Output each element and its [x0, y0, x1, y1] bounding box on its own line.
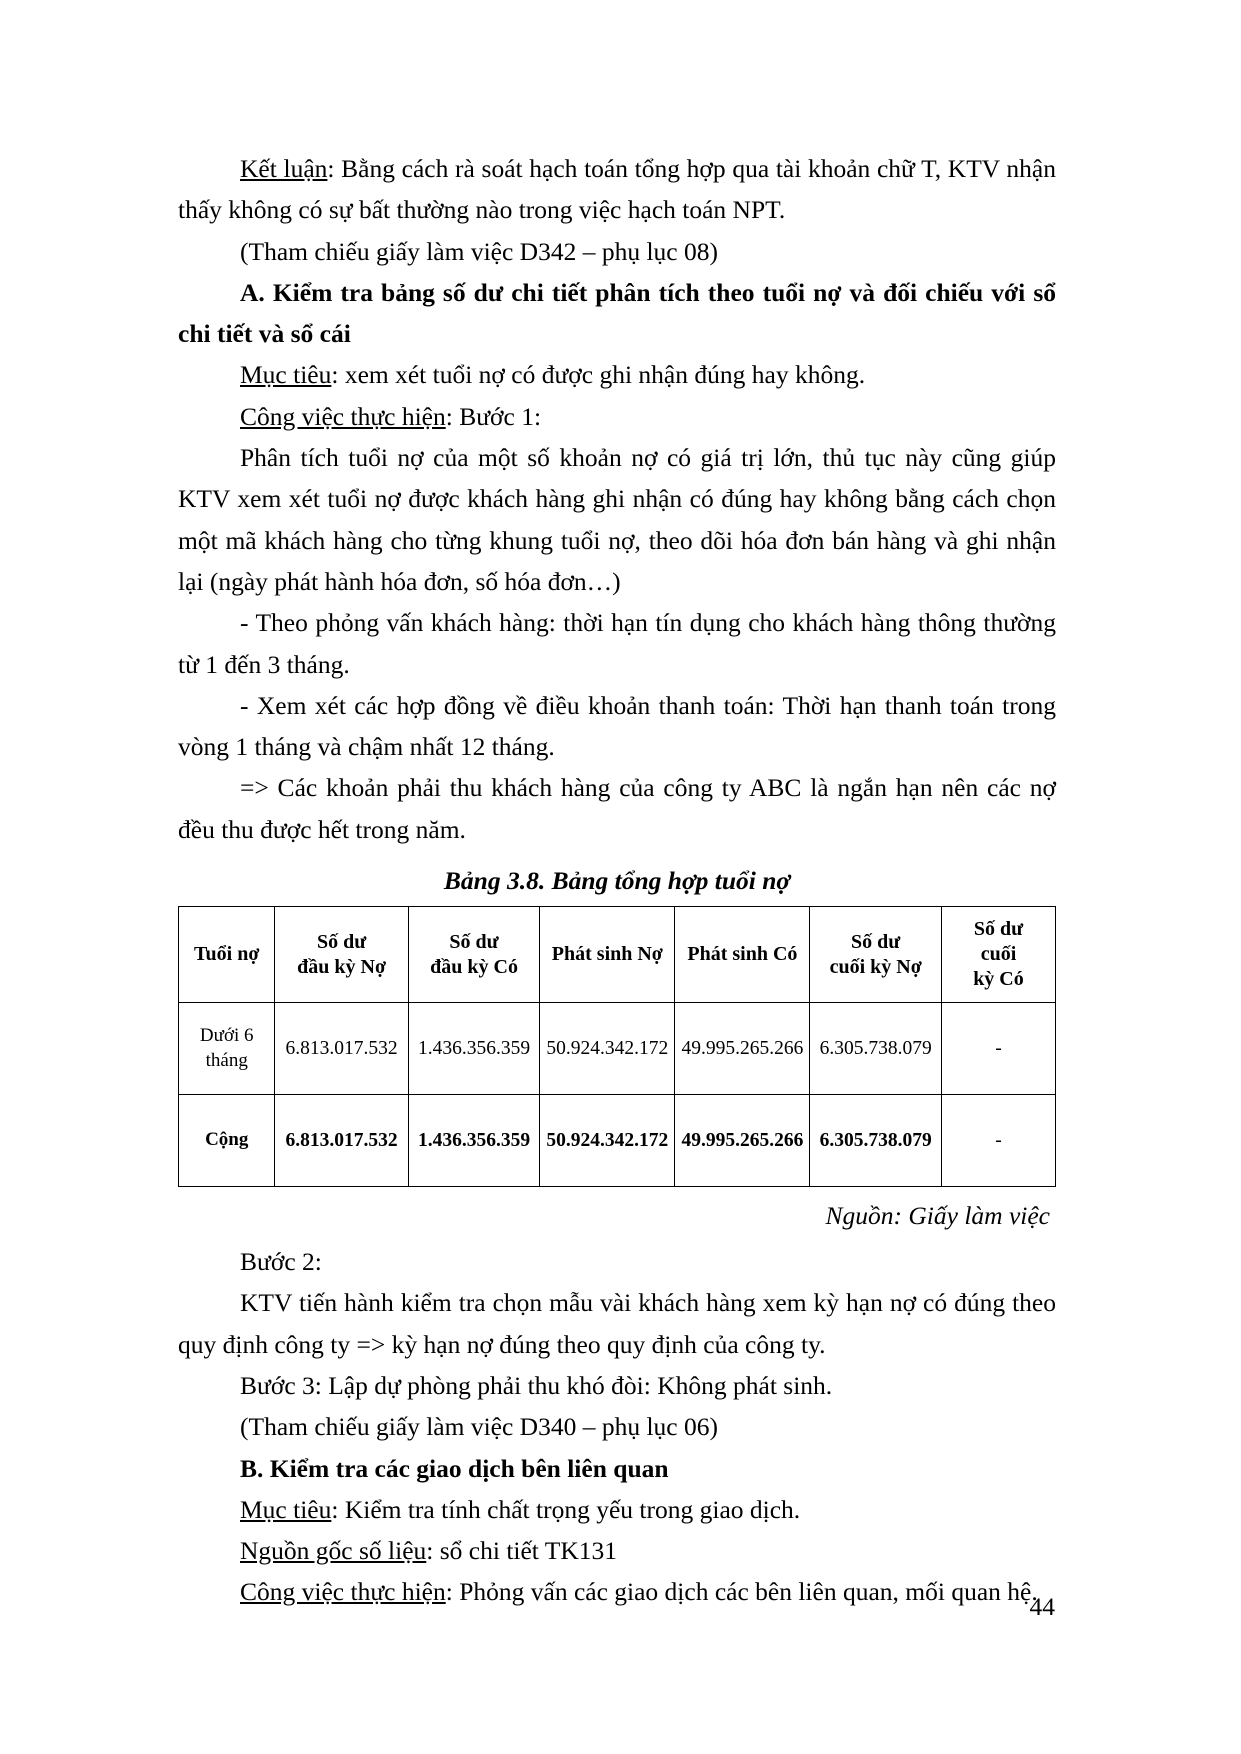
cell-phat-sinh-co: 49.995.265.266: [675, 1003, 810, 1095]
paragraph-buoc-2-text: KTV tiến hành kiểm tra chọn mẫu vài khách hàng xem kỳ hạn nợ có đúng theo quy định công ty => kỳ hạn nợ đúng theo quy định của công ty.: [178, 1288, 1056, 1359]
table-header: [179, 907, 1056, 1003]
cong-viec-b-text: : Phỏng vấn các giao dịch các bên liên quan, mối quan hệ.: [445, 1577, 1038, 1607]
table-row: [179, 1095, 1056, 1187]
header-line: Tuổi nợ: [194, 943, 260, 966]
column-header-phat-sinh-co: [675, 907, 810, 1003]
paragraph-tham-chieu-1: (Tham chiếu giấy làm việc D342 – phụ lục 08): [240, 236, 718, 266]
cell-total-label: Cộng: [179, 1095, 275, 1187]
column-header-so-du-cuoi-ky-co: [941, 907, 1055, 1003]
header-line-2: đầu kỳ Có: [430, 955, 518, 978]
table-row: [179, 1003, 1056, 1095]
cell-so-du-dau-ky-co: 1.436.356.359: [408, 1003, 540, 1095]
cell-line-2: tháng: [205, 1049, 248, 1071]
header-line-3: kỳ Có: [973, 968, 1024, 991]
paragraph-phan-tich: Phân tích tuổi nợ của một số khoản nợ có giá trị lớn, thủ tục này cũng giúp KTV xem xét tuổi nợ được khách hàng ghi nhận có đúng hay không bằng cách chọn một mã khách hàng cho từng khung tuổi nợ, theo dõi hóa đơn bán hàng và ghi nhận lại (ngày phát hành hóa đơn, số hóa đơn…): [178, 443, 1056, 596]
muc-tieu-b-label: Mục tiêu: [240, 1494, 332, 1524]
ket-luan-text: : Bằng cách rà soát hạch toán tổng hợp qua tài khoản chữ T, KTV nhận thấy không có sự bất thường nào trong việc hạch toán NPT.: [178, 154, 1056, 225]
paragraph-ket-luan: [178, 148, 1056, 231]
paragraph-cong-viec-b: [178, 1571, 1056, 1612]
cell-so-du-dau-ky-no: 6.813.017.532: [275, 1003, 408, 1095]
muc-tieu-b-text: : Kiểm tra tính chất trọng yếu trong giao dịch.: [331, 1494, 801, 1524]
column-header-phat-sinh-no: [540, 907, 675, 1003]
paragraph-buoc-3: Bước 3: Lập dự phòng phải thu khó đòi: Không phát sinh.: [240, 1370, 833, 1400]
cell-so-du-cuoi-ky-co: -: [941, 1003, 1055, 1095]
column-header-tuoi-no: [179, 907, 275, 1003]
ket-luan-label: Kết luận: [240, 154, 328, 183]
paragraph-tham-chieu-2: (Tham chiếu giấy làm việc D340 – phụ lục 06): [240, 1412, 718, 1442]
cell-so-du-cuoi-ky-no: 6.305.738.079: [810, 1003, 942, 1095]
aging-summary-table: [178, 906, 1056, 1187]
header-line-2: cuối kỳ Nợ: [829, 955, 922, 978]
table-source-note: Nguồn: Giấy làm việc: [825, 1201, 1050, 1231]
cell-so-du-cuoi-ky-co: -: [941, 1095, 1055, 1187]
muc-tieu-text: : xem xét tuổi nợ có được ghi nhận đúng hay không.: [331, 360, 866, 390]
header-line-1: Số dư: [449, 930, 499, 953]
column-header-so-du-dau-ky-no: [275, 907, 408, 1003]
cell-age-bucket: [179, 1003, 275, 1095]
paragraph-muc-tieu-b: [178, 1489, 1056, 1530]
cell-so-du-cuoi-ky-no: 6.305.738.079: [810, 1095, 942, 1187]
table-caption: Bảng 3.8. Bảng tổng hợp tuổi nợ: [443, 866, 791, 896]
header-line-2: cuối: [980, 943, 1017, 966]
table-body: [179, 1003, 1056, 1187]
cell-phat-sinh-no: 50.924.342.172: [540, 1003, 675, 1095]
cong-viec-b-label: Công việc thực hiện: [240, 1577, 446, 1607]
nguon-goc-label: Nguồn gốc số liệu: [240, 1536, 427, 1566]
heading-section-b: B. Kiểm tra các giao dịch bên liên quan: [240, 1453, 669, 1483]
cell-phat-sinh-co: 49.995.265.266: [675, 1095, 810, 1187]
cell-so-du-dau-ky-co: 1.436.356.359: [408, 1095, 540, 1187]
cell-so-du-dau-ky-no: 6.813.017.532: [275, 1095, 408, 1187]
header-line: Phát sinh Nợ: [551, 943, 663, 966]
header-line-1: Số dư: [973, 918, 1024, 941]
nguon-goc-text: : sổ chi tiết TK131: [426, 1536, 618, 1566]
header-line-2: đầu kỳ Nợ: [297, 955, 387, 978]
paragraph-nguon-goc-so-lieu: [178, 1530, 1056, 1571]
cong-viec-text: : Bước 1:: [445, 401, 542, 431]
paragraph-cong-viec-thuc-hien: [178, 396, 1056, 437]
paragraph-buoc-2-label: Bước 2:: [240, 1247, 322, 1277]
cell-line-1: Dưới 6: [199, 1024, 254, 1046]
heading-section-a: A. Kiểm tra bảng số dư chi tiết phân tích theo tuổi nợ và đối chiếu với sổ chi tiết và sổ cái: [178, 277, 1056, 349]
header-line-1: Số dư: [316, 930, 367, 953]
paragraph-muc-tieu: [178, 354, 1056, 395]
paragraph-bullet-1: - Theo phỏng vấn khách hàng: thời hạn tín dụng cho khách hàng thông thường từ 1 đến 3 tháng.: [178, 608, 1056, 679]
page-number: 44: [1029, 1592, 1055, 1621]
paragraph-bullet-2: - Xem xét các hợp đồng về điều khoản thanh toán: Thời hạn thanh toán trong vòng 1 tháng và chậm nhất 12 tháng.: [178, 690, 1056, 762]
header-line-1: Số dư: [851, 930, 901, 953]
column-header-so-du-dau-ky-co: [408, 907, 540, 1003]
cell-phat-sinh-no: 50.924.342.172: [540, 1095, 675, 1187]
paragraph-ket-qua: => Các khoản phải thu khách hàng của công ty ABC là ngắn hạn nên các nợ đều thu được hết trong năm.: [178, 773, 1056, 844]
table-header-row: [179, 907, 1056, 1003]
header-line: Phát sinh Có: [687, 943, 798, 966]
cong-viec-label: Công việc thực hiện: [240, 401, 446, 431]
muc-tieu-label: Mục tiêu: [240, 360, 332, 390]
column-header-so-du-cuoi-ky-no: [810, 907, 942, 1003]
